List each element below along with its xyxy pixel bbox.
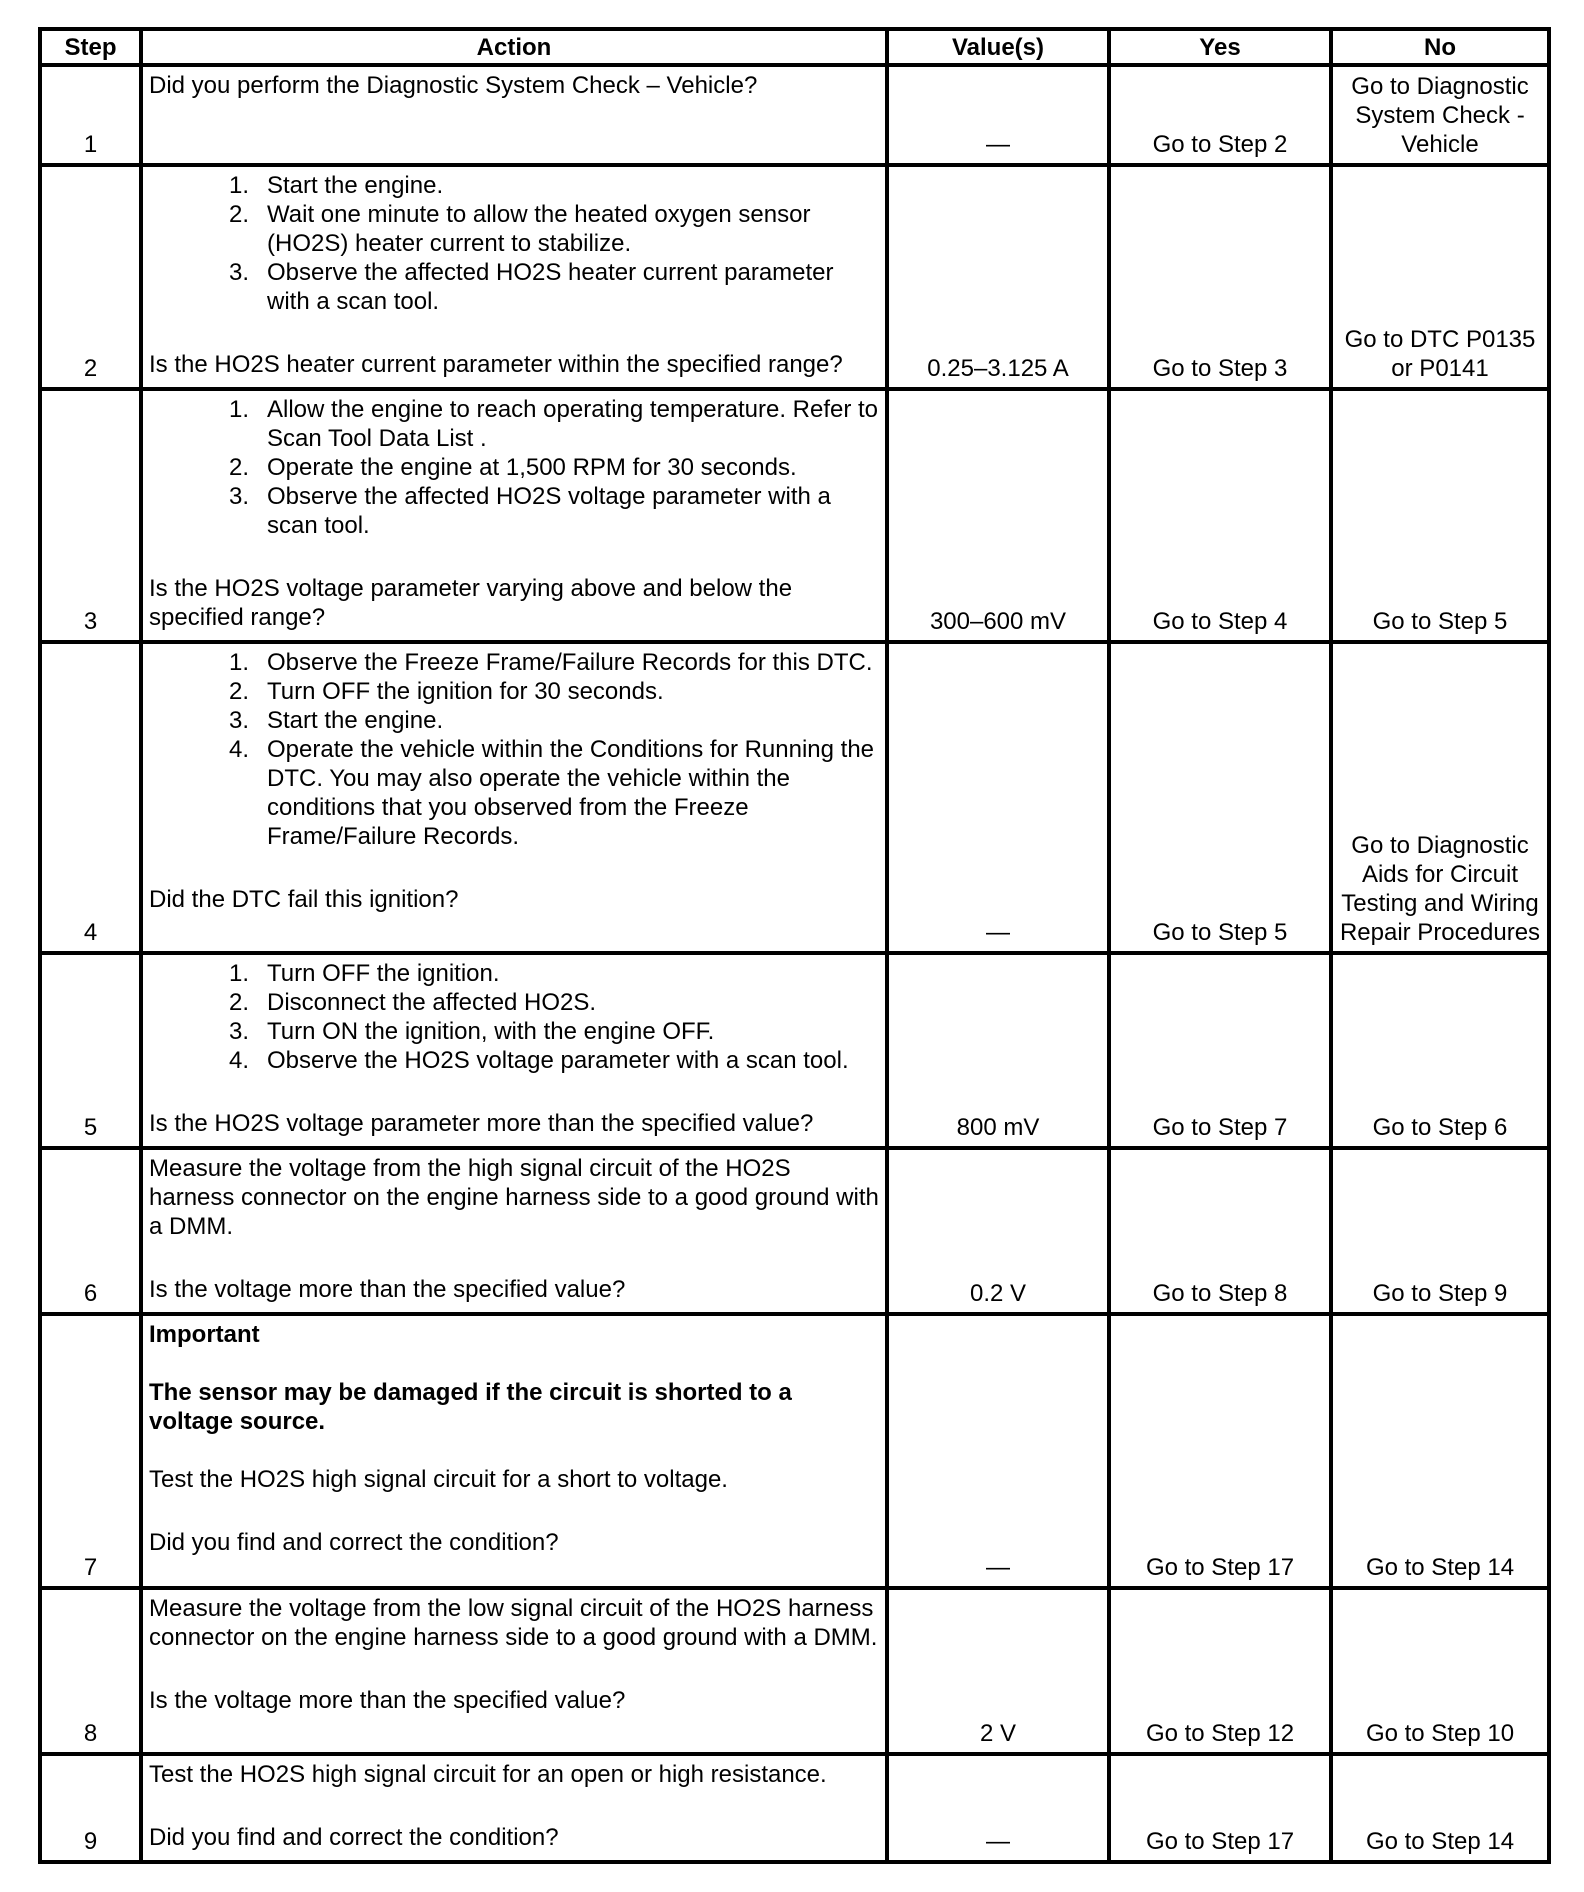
yes-cell: Go to Step 7 bbox=[1109, 953, 1331, 1148]
table-row bbox=[40, 1148, 1549, 1314]
action-instruction: Measure the voltage from the high signal circuit of the HO2S harness connector on the engine harness side to a good ground with a DMM. bbox=[149, 1155, 879, 1240]
no-cell: Go to Step 9 bbox=[1331, 1148, 1549, 1314]
header-no: No bbox=[1331, 29, 1549, 65]
header-step: Step bbox=[40, 29, 141, 65]
no-cell: Go to Step 14 bbox=[1331, 1754, 1549, 1862]
action-question: Did you find and correct the condition? bbox=[149, 1824, 559, 1851]
table-row bbox=[40, 953, 1549, 1148]
table-row bbox=[40, 642, 1549, 953]
action-step: 1. Observe the Freeze Frame/Failure Records for this DTC. bbox=[249, 648, 879, 677]
action-step: 2. Operate the engine at 1,500 RPM for 30 seconds. bbox=[249, 453, 879, 482]
no-cell: Go to Step 14 bbox=[1331, 1314, 1549, 1588]
header-yes: Yes bbox=[1109, 29, 1331, 65]
action-cell bbox=[141, 165, 887, 389]
action-question: Did the DTC fail this ignition? bbox=[149, 886, 459, 913]
action-cell bbox=[141, 1148, 887, 1314]
table-row bbox=[40, 165, 1549, 389]
action-instruction: Test the HO2S high signal circuit for a short to voltage. bbox=[149, 1466, 728, 1493]
step-number: 7 bbox=[40, 1314, 141, 1588]
action-cell bbox=[141, 953, 887, 1148]
step-number: 6 bbox=[40, 1148, 141, 1314]
no-cell: Go to DTC P0135 or P0141 bbox=[1331, 165, 1549, 389]
no-cell: Go to Step 10 bbox=[1331, 1588, 1549, 1754]
value-cell: 2 V bbox=[887, 1588, 1109, 1754]
no-cell: Go to Step 6 bbox=[1331, 953, 1549, 1148]
table-row bbox=[40, 1754, 1549, 1862]
yes-cell: Go to Step 2 bbox=[1109, 65, 1331, 165]
yes-cell: Go to Step 17 bbox=[1109, 1754, 1331, 1862]
action-step: 4. Operate the vehicle within the Conditions for Running the DTC. You may also operate the vehicle within the conditions that you observed from the Freeze Frame/Failure Records. bbox=[249, 735, 879, 851]
table-row bbox=[40, 1314, 1549, 1588]
action-steps bbox=[149, 648, 879, 851]
step-number: 8 bbox=[40, 1588, 141, 1754]
action-question: Is the voltage more than the specified value? bbox=[149, 1276, 626, 1303]
yes-cell: Go to Step 12 bbox=[1109, 1588, 1331, 1754]
value-cell: — bbox=[887, 1314, 1109, 1588]
action-steps bbox=[149, 395, 879, 540]
action-steps bbox=[149, 959, 879, 1075]
no-cell: Go to Diagnostic System Check - Vehicle bbox=[1331, 65, 1549, 165]
action-cell bbox=[141, 642, 887, 953]
action-steps bbox=[149, 171, 879, 316]
no-cell: Go to Step 5 bbox=[1331, 389, 1549, 642]
action-step: 1. Start the engine. bbox=[249, 171, 879, 200]
action-step: 2. Disconnect the affected HO2S. bbox=[249, 988, 879, 1017]
action-question: Did you perform the Diagnostic System Check – Vehicle? bbox=[149, 72, 758, 99]
action-question: Is the HO2S voltage parameter varying above and below the specified range? bbox=[149, 575, 793, 631]
action-step: 2. Turn OFF the ignition for 30 seconds. bbox=[249, 677, 879, 706]
action-step: 3. Observe the affected HO2S voltage parameter with a scan tool. bbox=[249, 482, 879, 540]
diagnostic-table bbox=[38, 27, 1551, 1864]
action-question: Is the HO2S heater current parameter within the specified range? bbox=[149, 351, 843, 378]
table-row bbox=[40, 1588, 1549, 1754]
yes-cell: Go to Step 4 bbox=[1109, 389, 1331, 642]
yes-cell: Go to Step 17 bbox=[1109, 1314, 1331, 1588]
header-row bbox=[40, 29, 1549, 65]
value-cell: 300–600 mV bbox=[887, 389, 1109, 642]
step-number: 9 bbox=[40, 1754, 141, 1862]
table-row bbox=[40, 389, 1549, 642]
step-number: 4 bbox=[40, 642, 141, 953]
value-cell: — bbox=[887, 642, 1109, 953]
important-label: Important bbox=[149, 1321, 260, 1348]
step-number: 5 bbox=[40, 953, 141, 1148]
value-cell: — bbox=[887, 65, 1109, 165]
action-question: Did you find and correct the condition? bbox=[149, 1529, 559, 1556]
step-number: 1 bbox=[40, 65, 141, 165]
yes-cell: Go to Step 3 bbox=[1109, 165, 1331, 389]
action-step: 4. Observe the HO2S voltage parameter with a scan tool. bbox=[249, 1046, 879, 1075]
table-row bbox=[40, 65, 1549, 165]
value-cell: 0.2 V bbox=[887, 1148, 1109, 1314]
action-step: 1. Turn OFF the ignition. bbox=[249, 959, 879, 988]
action-instruction: Test the HO2S high signal circuit for an open or high resistance. bbox=[149, 1761, 827, 1788]
important-text: The sensor may be damaged if the circuit is shorted to a voltage source. bbox=[149, 1379, 792, 1435]
header-action: Action bbox=[141, 29, 887, 65]
action-question: Is the HO2S voltage parameter more than the specified value? bbox=[149, 1110, 814, 1137]
step-number: 3 bbox=[40, 389, 141, 642]
action-instruction: Measure the voltage from the low signal circuit of the HO2S harness connector on the engine harness side to a good ground with a DMM. bbox=[149, 1595, 878, 1651]
action-cell bbox=[141, 1754, 887, 1862]
action-cell bbox=[141, 1588, 887, 1754]
action-cell bbox=[141, 1314, 887, 1588]
step-number: 2 bbox=[40, 165, 141, 389]
action-cell bbox=[141, 389, 887, 642]
action-question: Is the voltage more than the specified value? bbox=[149, 1687, 626, 1714]
yes-cell: Go to Step 8 bbox=[1109, 1148, 1331, 1314]
action-step: 3. Observe the affected HO2S heater current parameter with a scan tool. bbox=[249, 258, 879, 316]
action-step: 3. Start the engine. bbox=[249, 706, 879, 735]
no-cell: Go to Diagnostic Aids for Circuit Testing and Wiring Repair Procedures bbox=[1331, 642, 1549, 953]
action-step: 1. Allow the engine to reach operating temperature. Refer to Scan Tool Data List . bbox=[249, 395, 879, 453]
value-cell: — bbox=[887, 1754, 1109, 1862]
value-cell: 0.25–3.125 A bbox=[887, 165, 1109, 389]
value-cell: 800 mV bbox=[887, 953, 1109, 1148]
action-step: 2. Wait one minute to allow the heated oxygen sensor (HO2S) heater current to stabilize. bbox=[249, 200, 879, 258]
action-step: 3. Turn ON the ignition, with the engine OFF. bbox=[249, 1017, 879, 1046]
yes-cell: Go to Step 5 bbox=[1109, 642, 1331, 953]
action-cell bbox=[141, 65, 887, 165]
header-values: Value(s) bbox=[887, 29, 1109, 65]
